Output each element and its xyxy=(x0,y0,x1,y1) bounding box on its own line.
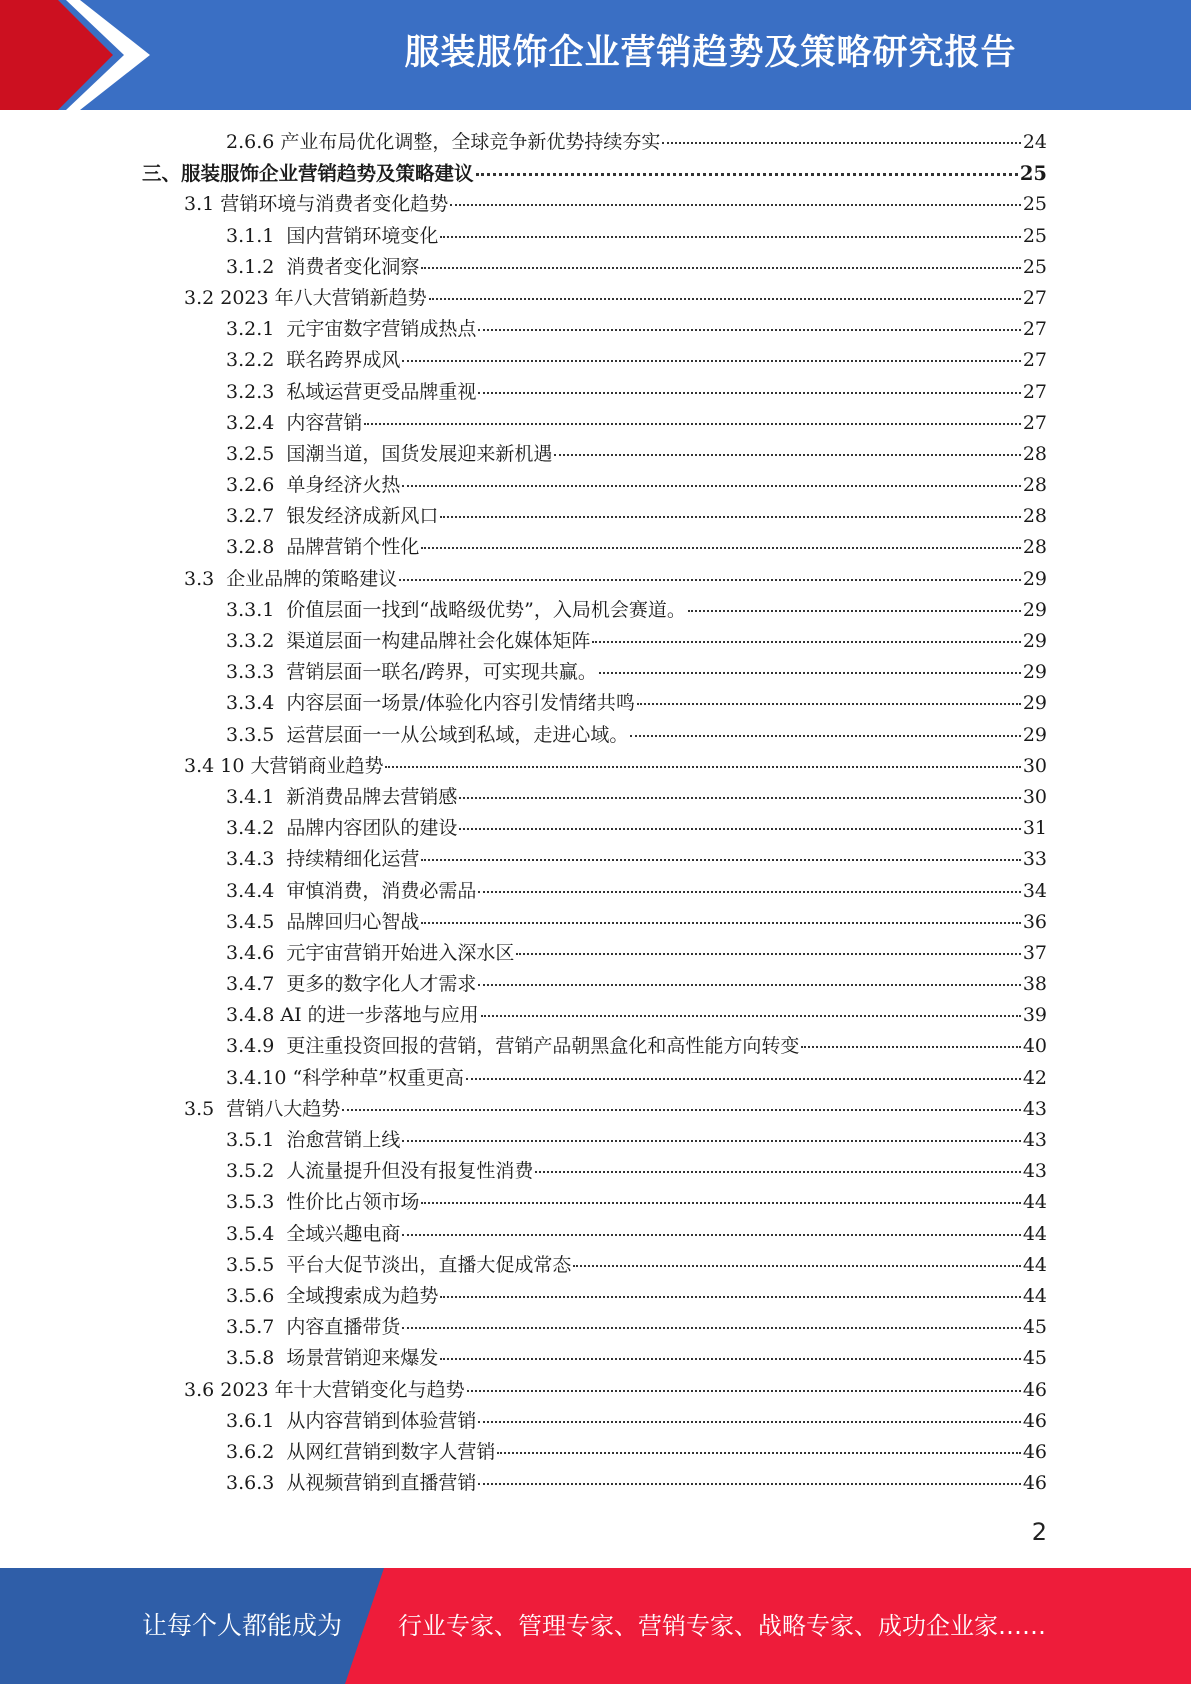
toc-dot-leader xyxy=(402,1233,1020,1236)
toc-entry[interactable] xyxy=(0,1156,1191,1187)
toc-dot-leader xyxy=(467,1389,1021,1392)
toc-entry-title: 3.4.10 “科学种草”权重更高 xyxy=(226,1066,464,1089)
toc-entry-page: 42 xyxy=(1022,1066,1047,1089)
page-footer xyxy=(0,1568,1191,1684)
toc-dot-leader xyxy=(421,546,1020,549)
toc-dot-leader xyxy=(478,983,1020,986)
toc-entry-page: 43 xyxy=(1022,1097,1047,1120)
toc-entry[interactable] xyxy=(0,1219,1191,1250)
toc-entry-title: 3.4.1 新消费品牌去营销感 xyxy=(226,785,458,808)
toc-dot-leader xyxy=(637,702,1021,705)
toc-dot-leader xyxy=(429,297,1021,300)
toc-entry-title: 3.3.2 渠道层面一构建品牌社会化媒体矩阵 xyxy=(226,630,591,652)
toc-dot-leader xyxy=(478,890,1020,893)
toc-entry-title: 3.2.8 品牌营销个性化 xyxy=(226,536,420,559)
toc-dot-leader xyxy=(402,1139,1020,1142)
toc-entry-page: 28 xyxy=(1022,474,1047,497)
toc-entry[interactable] xyxy=(0,938,1191,969)
toc-entry-title: 3.5.2 人流量提升但没有报复性消费 xyxy=(226,1160,534,1183)
toc-entry[interactable] xyxy=(0,1063,1191,1094)
toc-dot-leader xyxy=(440,235,1020,238)
toc-entry-page: 43 xyxy=(1022,1129,1047,1151)
toc-entry-page: 25 xyxy=(1022,255,1047,278)
toc-dot-leader xyxy=(478,391,1020,394)
toc-entry-title: 3.4.8 AI 的进一步落地与应用 xyxy=(226,1004,479,1027)
toc-entry-page: 25 xyxy=(1022,193,1047,216)
toc-entry-page: 28 xyxy=(1022,536,1047,559)
toc-entry[interactable] xyxy=(0,876,1191,907)
toc-entry[interactable] xyxy=(0,221,1191,252)
toc-entry-title: 3.5.5 平台大促节淡出，直播大促成常态 xyxy=(226,1253,572,1276)
toc-entry[interactable] xyxy=(0,501,1191,532)
toc-entry-title: 3.4.4 审慎消费，消费必需品 xyxy=(226,879,477,902)
toc-entry-title: 3.2.4 内容营销 xyxy=(226,411,363,434)
toc-dot-leader xyxy=(476,172,1018,176)
toc-dot-leader xyxy=(481,1014,1021,1017)
toc-entry-title: 3.5.1 治愈营销上线 xyxy=(226,1129,401,1151)
toc-entry[interactable] xyxy=(0,751,1191,782)
toc-entry[interactable] xyxy=(0,657,1191,688)
toc-entry-title: 3.4.9 更注重投资回报的营销，营销产品朝黑盒化和高性能方向转变 xyxy=(226,1035,800,1058)
toc-entry[interactable] xyxy=(0,1281,1191,1312)
toc-dot-leader xyxy=(402,484,1020,487)
toc-entry-title: 3.4.2 品牌内容团队的建设 xyxy=(226,817,458,840)
toc-entry-page: 27 xyxy=(1022,411,1047,434)
toc-entry-page: 44 xyxy=(1022,1253,1047,1276)
page-header xyxy=(0,0,1191,110)
toc-entry-title: 3.2 2023 年八大营销新趋势 xyxy=(184,286,427,309)
toc-entry-title: 3.1.1 国内营销环境变化 xyxy=(226,224,439,247)
toc-dot-leader xyxy=(440,1295,1020,1298)
toc-dot-leader xyxy=(402,359,1020,362)
toc-entry[interactable] xyxy=(0,314,1191,345)
toc-entry[interactable] xyxy=(0,439,1191,470)
toc-dot-leader xyxy=(364,422,1020,425)
toc-entry-title: 3.5.4 全域兴趣电商 xyxy=(226,1222,401,1245)
toc-entry[interactable] xyxy=(0,595,1191,626)
toc-entry-title: 三、服装服饰企业营销趋势及策略建议 xyxy=(142,162,474,186)
toc-entry[interactable] xyxy=(0,1250,1191,1281)
footer-slogan-right: 行业专家、管理专家、营销专家、战略专家、成功企业家…… xyxy=(398,1612,1046,1640)
toc-entry-title: 3.1.2 消费者变化洞察 xyxy=(226,255,420,278)
toc-entry[interactable] xyxy=(0,252,1191,283)
toc-dot-leader xyxy=(554,453,1020,456)
toc-entry-page: 45 xyxy=(1022,1316,1047,1339)
toc-dot-leader xyxy=(478,1482,1020,1485)
toc-entry-title: 3.2.6 单身经济火热 xyxy=(226,474,401,497)
toc-entry-page: 29 xyxy=(1022,598,1047,621)
toc-entry[interactable] xyxy=(0,408,1191,439)
toc-entry-page: 36 xyxy=(1022,910,1047,933)
toc-entry[interactable] xyxy=(0,1125,1191,1156)
toc-entry-page: 39 xyxy=(1022,1004,1047,1027)
toc-entry-page: 30 xyxy=(1022,754,1047,777)
toc-dot-leader xyxy=(599,671,1021,674)
table-of-contents xyxy=(0,127,1191,1499)
toc-entry[interactable] xyxy=(0,969,1191,1000)
toc-entry[interactable] xyxy=(0,189,1191,220)
toc-entry-page: 45 xyxy=(1022,1347,1047,1370)
toc-entry-title: 2.6.6 产业布局优化调整，全球竞争新优势持续夯实 xyxy=(226,131,661,153)
toc-dot-leader xyxy=(497,1451,1020,1454)
toc-dot-leader xyxy=(450,203,1021,206)
toc-entry-title: 3.5.7 内容直播带货 xyxy=(226,1316,401,1339)
toc-entry-page: 43 xyxy=(1022,1160,1047,1183)
toc-entry-page: 25 xyxy=(1022,224,1047,247)
toc-entry-title: 3.5.3 性价比占领市场 xyxy=(226,1191,420,1214)
toc-entry-page: 46 xyxy=(1022,1409,1047,1432)
toc-entry-page: 29 xyxy=(1022,661,1047,684)
toc-entry-page: 31 xyxy=(1022,817,1047,840)
toc-entry-title: 3.6.1 从内容营销到体验营销 xyxy=(226,1409,477,1432)
toc-entry[interactable] xyxy=(0,1000,1191,1031)
toc-entry[interactable] xyxy=(0,1437,1191,1468)
toc-entry-page: 46 xyxy=(1022,1440,1047,1463)
page-number: 2 xyxy=(1031,1518,1047,1546)
toc-dot-leader xyxy=(385,765,1020,768)
toc-entry-page: 46 xyxy=(1022,1472,1047,1495)
toc-dot-leader xyxy=(478,1420,1020,1423)
toc-entry-title: 3.2.1 元宇宙数字营销成热点 xyxy=(226,318,477,341)
toc-entry-title: 3.1 营销环境与消费者变化趋势 xyxy=(184,193,449,216)
toc-entry[interactable] xyxy=(0,377,1191,408)
toc-dot-leader xyxy=(592,640,1020,643)
toc-entry-page: 28 xyxy=(1022,442,1047,465)
toc-entry[interactable] xyxy=(0,688,1191,719)
toc-entry-title: 3.6.3 从视频营销到直播营销 xyxy=(226,1472,477,1495)
footer-slogan-left: 让每个人都能成为 xyxy=(142,1611,343,1640)
toc-entry[interactable] xyxy=(0,907,1191,938)
toc-entry[interactable] xyxy=(0,626,1191,657)
toc-entry-title: 3.4.7 更多的数字化人才需求 xyxy=(226,973,477,996)
toc-entry-title: 3.6 2023 年十大营销变化与趋势 xyxy=(184,1378,465,1401)
toc-dot-leader xyxy=(535,1170,1020,1173)
toc-entry[interactable] xyxy=(0,283,1191,314)
toc-entry-title: 3.3.4 内容层面一场景/体验化内容引发情绪共鸣 xyxy=(226,692,635,715)
toc-entry-title: 3.5 营销八大趋势 xyxy=(184,1097,341,1120)
toc-entry-page: 37 xyxy=(1022,941,1047,964)
toc-entry[interactable] xyxy=(0,1312,1191,1343)
toc-entry[interactable] xyxy=(0,1375,1191,1406)
toc-entry[interactable] xyxy=(0,564,1191,595)
toc-dot-leader xyxy=(466,1077,1021,1080)
toc-entry-title: 3.4 10 大营销商业趋势 xyxy=(184,754,384,777)
toc-entry-title: 3.5.8 场景营销迎来爆发 xyxy=(226,1347,439,1370)
toc-entry-title: 3.6.2 从网红营销到数字人营销 xyxy=(226,1440,496,1463)
toc-entry[interactable] xyxy=(0,844,1191,875)
toc-entry-page: 38 xyxy=(1022,973,1047,996)
toc-entry-page: 24 xyxy=(1022,131,1047,153)
toc-dot-leader xyxy=(399,578,1021,581)
toc-entry-page: 33 xyxy=(1022,848,1047,871)
toc-entry-page: 30 xyxy=(1022,785,1047,808)
toc-entry-title: 3.2.5 国潮当道，国货发展迎来新机遇 xyxy=(226,442,553,465)
header-red-arrow-decoration xyxy=(0,0,150,110)
toc-entry[interactable] xyxy=(0,127,1191,158)
toc-entry-page: 28 xyxy=(1022,505,1047,528)
toc-entry-title: 3.3.3 营销层面一联名/跨界，可实现共赢。 xyxy=(226,661,597,684)
toc-entry-title: 3.3 企业品牌的策略建议 xyxy=(184,567,398,590)
toc-entry-page: 27 xyxy=(1022,318,1047,341)
toc-dot-leader xyxy=(440,515,1020,518)
toc-dot-leader xyxy=(421,1201,1020,1204)
toc-dot-leader xyxy=(459,827,1020,830)
toc-entry[interactable] xyxy=(0,532,1191,563)
toc-entry[interactable] xyxy=(0,1187,1191,1218)
toc-dot-leader xyxy=(630,734,1020,737)
toc-entry-page: 29 xyxy=(1022,723,1047,746)
toc-entry-page: 44 xyxy=(1022,1222,1047,1245)
toc-dot-leader xyxy=(573,1264,1020,1267)
toc-entry[interactable] xyxy=(0,813,1191,844)
toc-entry-page: 44 xyxy=(1022,1191,1047,1214)
toc-entry-page: 34 xyxy=(1022,879,1047,902)
toc-entry-page: 29 xyxy=(1022,692,1047,715)
toc-entry-page: 25 xyxy=(1019,162,1047,186)
toc-entry[interactable] xyxy=(0,158,1191,189)
toc-dot-leader xyxy=(342,1108,1021,1111)
toc-entry-title: 3.5.6 全域搜索成为趋势 xyxy=(226,1284,439,1307)
toc-dot-leader xyxy=(662,141,1020,144)
toc-entry-title: 3.4.3 持续精细化运营 xyxy=(226,848,420,871)
toc-dot-leader xyxy=(516,952,1020,955)
toc-entry-title: 3.2.3 私域运营更受品牌重视 xyxy=(226,380,477,403)
toc-entry-page: 27 xyxy=(1022,286,1047,309)
toc-entry-page: 27 xyxy=(1022,380,1047,403)
toc-dot-leader xyxy=(402,1326,1020,1329)
toc-entry-page: 44 xyxy=(1022,1284,1047,1307)
toc-entry[interactable] xyxy=(0,720,1191,751)
toc-entry[interactable] xyxy=(0,345,1191,376)
toc-dot-leader xyxy=(421,858,1020,861)
toc-entry-page: 46 xyxy=(1022,1378,1047,1401)
toc-dot-leader xyxy=(688,609,1021,612)
toc-dot-leader xyxy=(478,328,1020,331)
toc-entry-title: 3.4.5 品牌回归心智战 xyxy=(226,910,420,933)
toc-entry-page: 29 xyxy=(1022,567,1047,590)
toc-entry[interactable] xyxy=(0,1468,1191,1499)
toc-entry-title: 3.3.5 运营层面一一从公域到私域，走进心域。 xyxy=(226,723,629,746)
toc-entry-title: 3.4.6 元宇宙营销开始进入深水区 xyxy=(226,941,515,964)
toc-entry[interactable] xyxy=(0,1343,1191,1374)
toc-entry[interactable] xyxy=(0,1406,1191,1437)
toc-entry[interactable] xyxy=(0,1031,1191,1062)
toc-dot-leader xyxy=(421,921,1020,924)
toc-entry-title: 3.2.7 银发经济成新风口 xyxy=(226,505,439,528)
document-title: 服装服饰企业营销趋势及策略研究报告 xyxy=(404,33,1017,73)
toc-dot-leader xyxy=(459,796,1020,799)
toc-dot-leader xyxy=(801,1045,1020,1048)
toc-entry[interactable] xyxy=(0,1094,1191,1125)
toc-entry-page: 29 xyxy=(1022,630,1047,652)
toc-dot-leader xyxy=(421,266,1020,269)
toc-entry-page: 40 xyxy=(1022,1035,1047,1058)
toc-entry-title: 3.2.2 联名跨界成风 xyxy=(226,349,401,372)
toc-entry-title: 3.3.1 价值层面一找到“战略级优势”，入局机会赛道。 xyxy=(226,598,686,621)
toc-entry-page: 27 xyxy=(1022,349,1047,372)
toc-entry[interactable] xyxy=(0,470,1191,501)
toc-entry[interactable] xyxy=(0,782,1191,813)
toc-dot-leader xyxy=(440,1357,1020,1360)
